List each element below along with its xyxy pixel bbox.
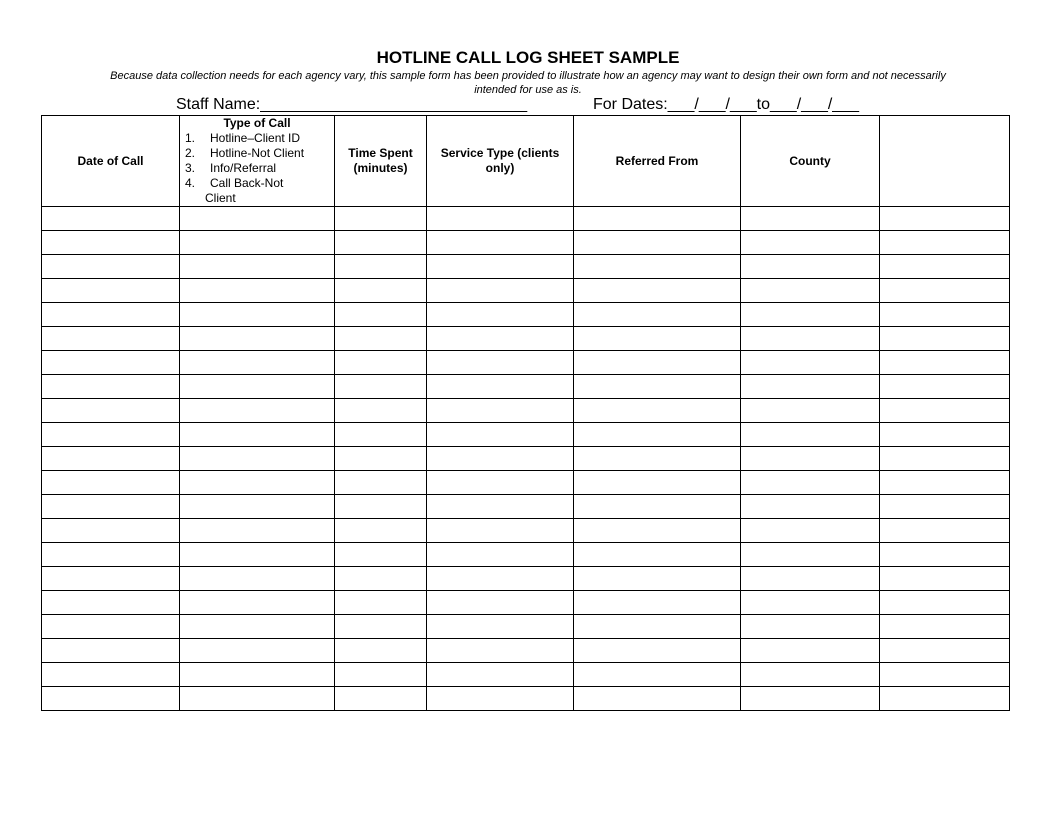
county-cell[interactable]	[741, 255, 880, 279]
service-type-cell[interactable]	[427, 519, 574, 543]
table-row	[42, 423, 1010, 447]
referred-from-cell[interactable]	[574, 687, 741, 711]
table-row	[42, 543, 1010, 567]
date-of-call-cell[interactable]	[42, 255, 180, 279]
date-of-call-cell[interactable]	[42, 423, 180, 447]
type-of-call-cell[interactable]	[180, 519, 335, 543]
date-of-call-cell[interactable]	[42, 399, 180, 423]
table-row	[42, 495, 1010, 519]
time-spent-cell[interactable]	[335, 663, 427, 687]
type-of-call-cell[interactable]	[180, 423, 335, 447]
type-of-call-cell[interactable]	[180, 663, 335, 687]
date-of-call-cell[interactable]	[42, 519, 180, 543]
type-of-call-cell[interactable]	[180, 279, 335, 303]
table-header-row	[42, 116, 1010, 207]
table-row	[42, 687, 1010, 711]
type-of-call-cell[interactable]	[180, 327, 335, 351]
blank-cell[interactable]	[880, 303, 1010, 327]
type-of-call-cell[interactable]	[180, 591, 335, 615]
table-row	[42, 519, 1010, 543]
time-spent-cell[interactable]	[335, 207, 427, 231]
referred-from-cell[interactable]	[574, 471, 741, 495]
time-spent-cell[interactable]	[335, 303, 427, 327]
table-row	[42, 447, 1010, 471]
type-of-call-cell[interactable]	[180, 447, 335, 471]
county-cell[interactable]	[741, 639, 880, 663]
col-blank	[880, 116, 1010, 207]
county-cell[interactable]	[741, 471, 880, 495]
table-row	[42, 255, 1010, 279]
time-spent-cell[interactable]	[335, 399, 427, 423]
blank-cell[interactable]	[880, 351, 1010, 375]
type-of-call-cell[interactable]	[180, 375, 335, 399]
type-of-call-cell[interactable]	[180, 231, 335, 255]
blank-cell[interactable]	[880, 375, 1010, 399]
county-cell[interactable]	[741, 327, 880, 351]
referred-from-cell[interactable]	[574, 567, 741, 591]
blank-cell[interactable]	[880, 639, 1010, 663]
blank-cell[interactable]	[880, 471, 1010, 495]
date-of-call-cell[interactable]	[42, 639, 180, 663]
type-of-call-cell[interactable]	[180, 687, 335, 711]
table-row	[42, 471, 1010, 495]
date-of-call-cell[interactable]	[42, 615, 180, 639]
table-row	[42, 327, 1010, 351]
blank-cell[interactable]	[880, 567, 1010, 591]
blank-cell[interactable]	[880, 255, 1010, 279]
type-of-call-option-continued: Client	[205, 191, 236, 205]
referred-from-cell[interactable]	[574, 423, 741, 447]
referred-from-cell[interactable]	[574, 495, 741, 519]
time-spent-cell[interactable]	[335, 279, 427, 303]
type-of-call-title: Type of Call	[223, 116, 291, 130]
date-of-call-cell[interactable]	[42, 687, 180, 711]
type-of-call-cell[interactable]	[180, 495, 335, 519]
referred-from-cell[interactable]	[574, 207, 741, 231]
type-of-call-cell[interactable]	[180, 615, 335, 639]
date-of-call-cell[interactable]	[42, 471, 180, 495]
blank-cell[interactable]	[880, 207, 1010, 231]
referred-from-cell[interactable]	[574, 231, 741, 255]
county-cell[interactable]	[741, 279, 880, 303]
time-spent-cell[interactable]	[335, 447, 427, 471]
time-spent-cell[interactable]	[335, 375, 427, 399]
service-type-cell[interactable]	[427, 279, 574, 303]
table-row	[42, 375, 1010, 399]
time-spent-cell[interactable]	[335, 615, 427, 639]
date-of-call-cell[interactable]	[42, 567, 180, 591]
time-spent-cell[interactable]	[335, 687, 427, 711]
table-row	[42, 231, 1010, 255]
county-cell[interactable]	[741, 591, 880, 615]
service-type-cell[interactable]	[427, 327, 574, 351]
date-of-call-cell[interactable]	[42, 591, 180, 615]
service-type-cell[interactable]	[427, 495, 574, 519]
referred-from-cell[interactable]	[574, 303, 741, 327]
blank-cell[interactable]	[880, 663, 1010, 687]
referred-from-cell[interactable]	[574, 399, 741, 423]
service-type-cell[interactable]	[427, 615, 574, 639]
service-type-cell[interactable]	[427, 543, 574, 567]
time-spent-cell[interactable]	[335, 519, 427, 543]
date-of-call-cell[interactable]	[42, 375, 180, 399]
county-cell[interactable]	[741, 351, 880, 375]
table-row	[42, 207, 1010, 231]
date-of-call-cell[interactable]	[42, 495, 180, 519]
time-spent-cell[interactable]	[335, 351, 427, 375]
date-of-call-cell[interactable]	[42, 447, 180, 471]
county-cell[interactable]	[741, 615, 880, 639]
table-row	[42, 279, 1010, 303]
referred-from-cell[interactable]	[574, 447, 741, 471]
county-cell[interactable]	[741, 519, 880, 543]
time-spent-cell[interactable]	[335, 255, 427, 279]
time-spent-cell[interactable]	[335, 639, 427, 663]
county-cell[interactable]	[741, 687, 880, 711]
date-of-call-cell[interactable]	[42, 663, 180, 687]
blank-cell[interactable]	[880, 399, 1010, 423]
service-type-cell[interactable]	[427, 639, 574, 663]
county-cell[interactable]	[741, 423, 880, 447]
table-row	[42, 663, 1010, 687]
subtitle-line-2: intended for use as is.	[474, 84, 582, 96]
referred-from-cell[interactable]	[574, 279, 741, 303]
type-of-call-cell[interactable]	[180, 399, 335, 423]
col-service-type: Service Type (clients only)	[427, 116, 574, 207]
blank-cell[interactable]	[880, 687, 1010, 711]
type-of-call-option: 2. Hotline-Not Client	[185, 146, 305, 160]
time-spent-cell[interactable]	[335, 495, 427, 519]
col-referred-from: Referred From	[574, 116, 741, 207]
county-cell[interactable]	[741, 303, 880, 327]
col-type-of-call	[180, 116, 335, 207]
county-cell[interactable]	[741, 399, 880, 423]
blank-cell[interactable]	[880, 279, 1010, 303]
service-type-cell[interactable]	[427, 423, 574, 447]
col-time-spent: Time Spent (minutes)	[335, 116, 427, 207]
referred-from-cell[interactable]	[574, 519, 741, 543]
table-body	[42, 207, 1010, 711]
type-of-call-option: 4. Call Back-Not	[185, 176, 284, 190]
blank-cell[interactable]	[880, 591, 1010, 615]
service-type-cell[interactable]	[427, 663, 574, 687]
referred-from-cell[interactable]	[574, 663, 741, 687]
type-of-call-cell[interactable]	[180, 207, 335, 231]
type-of-call-cell[interactable]	[180, 567, 335, 591]
referred-from-cell[interactable]	[574, 543, 741, 567]
type-of-call-option: 1. Hotline–Client ID	[185, 131, 301, 145]
date-of-call-cell[interactable]	[42, 543, 180, 567]
date-of-call-cell[interactable]	[42, 327, 180, 351]
county-cell[interactable]	[741, 495, 880, 519]
county-cell[interactable]	[741, 207, 880, 231]
referred-from-cell[interactable]	[574, 591, 741, 615]
referred-from-cell[interactable]	[574, 327, 741, 351]
table-row	[42, 399, 1010, 423]
col-county: County	[741, 116, 880, 207]
table-row	[42, 615, 1010, 639]
service-type-cell[interactable]	[427, 207, 574, 231]
page-subtitle	[60, 69, 996, 97]
time-spent-cell[interactable]	[335, 543, 427, 567]
county-cell[interactable]	[741, 447, 880, 471]
page-title: HOTLINE CALL LOG SHEET SAMPLE	[376, 48, 680, 67]
service-type-cell[interactable]	[427, 687, 574, 711]
blank-cell[interactable]	[880, 447, 1010, 471]
service-type-cell[interactable]	[427, 399, 574, 423]
time-spent-cell[interactable]	[335, 567, 427, 591]
date-of-call-cell[interactable]	[42, 207, 180, 231]
type-of-call-cell[interactable]	[180, 471, 335, 495]
time-spent-cell[interactable]	[335, 327, 427, 351]
type-of-call-option: 3. Info/Referral	[185, 161, 277, 175]
date-of-call-cell[interactable]	[42, 279, 180, 303]
date-of-call-cell[interactable]	[42, 231, 180, 255]
for-dates-field[interactable]: For Dates:___/___/___to___/___/___	[593, 96, 859, 113]
referred-from-cell[interactable]	[574, 255, 741, 279]
blank-cell[interactable]	[880, 615, 1010, 639]
type-of-call-cell[interactable]	[180, 303, 335, 327]
blank-cell[interactable]	[880, 519, 1010, 543]
table-row	[42, 639, 1010, 663]
service-type-cell[interactable]	[427, 255, 574, 279]
type-of-call-cell[interactable]	[180, 255, 335, 279]
service-type-cell[interactable]	[427, 567, 574, 591]
service-type-cell[interactable]	[427, 351, 574, 375]
county-cell[interactable]	[741, 375, 880, 399]
call-log-table	[41, 115, 1010, 711]
service-type-cell[interactable]	[427, 447, 574, 471]
referred-from-cell[interactable]	[574, 375, 741, 399]
county-cell[interactable]	[741, 543, 880, 567]
referred-from-cell[interactable]	[574, 615, 741, 639]
table-row	[42, 303, 1010, 327]
county-cell[interactable]	[741, 663, 880, 687]
blank-cell[interactable]	[880, 495, 1010, 519]
service-type-cell[interactable]	[427, 231, 574, 255]
col-date-of-call: Date of Call	[42, 116, 180, 207]
staff-name-field[interactable]: Staff Name:______________________________	[176, 96, 528, 113]
time-spent-cell[interactable]	[335, 231, 427, 255]
service-type-cell[interactable]	[427, 375, 574, 399]
subtitle-line-1: Because data collection needs for each agency vary, this sample form has been provided to illustrate how an agency may want to design their own form and not necessarily	[110, 70, 946, 82]
time-spent-cell[interactable]	[335, 423, 427, 447]
type-of-call-cell[interactable]	[180, 351, 335, 375]
type-of-call-cell[interactable]	[180, 543, 335, 567]
date-of-call-cell[interactable]	[42, 351, 180, 375]
service-type-cell[interactable]	[427, 471, 574, 495]
service-type-cell[interactable]	[427, 303, 574, 327]
table-row	[42, 591, 1010, 615]
referred-from-cell[interactable]	[574, 351, 741, 375]
time-spent-cell[interactable]	[335, 471, 427, 495]
table-row	[42, 567, 1010, 591]
blank-cell[interactable]	[880, 231, 1010, 255]
table-row	[42, 351, 1010, 375]
blank-cell[interactable]	[880, 543, 1010, 567]
referred-from-cell[interactable]	[574, 639, 741, 663]
county-cell[interactable]	[741, 567, 880, 591]
date-of-call-cell[interactable]	[42, 303, 180, 327]
blank-cell[interactable]	[880, 327, 1010, 351]
blank-cell[interactable]	[880, 423, 1010, 447]
county-cell[interactable]	[741, 231, 880, 255]
type-of-call-list	[185, 131, 304, 206]
type-of-call-cell[interactable]	[180, 639, 335, 663]
time-spent-cell[interactable]	[335, 591, 427, 615]
service-type-cell[interactable]	[427, 591, 574, 615]
